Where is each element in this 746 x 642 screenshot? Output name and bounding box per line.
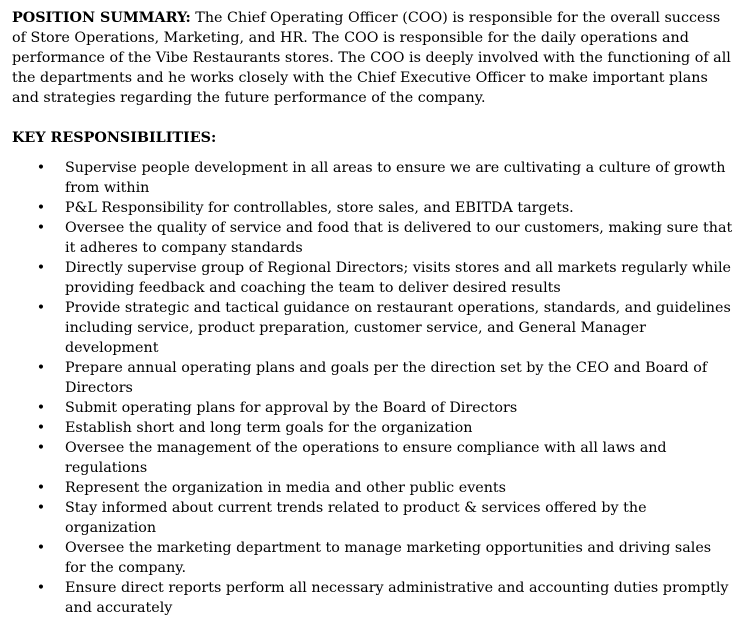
bullet-icon: •	[36, 580, 46, 596]
bullet-icon: •	[36, 160, 46, 176]
list-item	[12, 398, 734, 418]
bullet-icon: •	[36, 360, 46, 376]
bullet-icon: •	[36, 200, 46, 216]
bullet-icon: •	[36, 420, 46, 436]
list-item	[12, 218, 734, 258]
list-item-text: Provide strategic and tactical guidance on restaurant operations, standards, and guidelines including service, product preparation, customer service, and General Manager development	[65, 300, 731, 356]
list-item	[12, 358, 734, 398]
list-item-text: Establish short and long term goals for the organization	[65, 420, 473, 436]
bullet-icon: •	[36, 300, 46, 316]
list-item-text: Supervise people development in all areas to ensure we are cultivating a culture of growth from within	[65, 160, 726, 196]
list-item	[12, 158, 734, 198]
responsibilities-list	[12, 158, 734, 618]
list-item-text: Oversee the marketing department to manage marketing opportunities and driving sales for the company.	[65, 540, 712, 576]
bullet-icon: •	[36, 440, 46, 456]
position-summary-text: The Chief Operating Officer (COO) is responsible for the overall success of Store Operations, Marketing, and HR. The COO is responsible for the daily operations and performance of the Vibe Restaurants stores. The COO is deeply involved with the functioning of all the departments and he works closely with the Chief Executive Officer to make important plans and strategies regarding the future performance of the company.	[12, 10, 731, 106]
bullet-icon: •	[36, 480, 46, 496]
list-item-text: Represent the organization in media and other public events	[65, 480, 507, 496]
list-item-text: Directly supervise group of Regional Directors; visits stores and all markets regularly while providing feedback and coaching the team to deliver desired results	[65, 260, 732, 296]
position-summary-paragraph	[12, 8, 734, 108]
bullet-icon: •	[36, 220, 46, 236]
list-item	[12, 438, 734, 478]
list-item-text: Oversee the quality of service and food that is delivered to our customers, making sure that it adheres to company standards	[65, 220, 733, 256]
list-item	[12, 198, 734, 218]
bullet-icon: •	[36, 260, 46, 276]
list-item	[12, 538, 734, 578]
list-item-text: Prepare annual operating plans and goals per the direction set by the CEO and Board of Directors	[65, 360, 708, 396]
list-item-text: P&L Responsibility for controllables, store sales, and EBITDA targets.	[65, 200, 574, 216]
list-item-text: Oversee the management of the operations to ensure compliance with all laws and regulations	[65, 440, 667, 476]
list-item	[12, 418, 734, 438]
list-item-text: Ensure direct reports perform all necessary administrative and accounting duties promptly and accurately	[65, 580, 729, 616]
list-item-text: Submit operating plans for approval by the Board of Directors	[65, 400, 518, 416]
key-responsibilities-heading: KEY RESPONSIBILITIES:	[12, 130, 217, 146]
list-item	[12, 258, 734, 298]
list-item	[12, 298, 734, 358]
bullet-icon: •	[36, 400, 46, 416]
list-item-text: Stay informed about current trends related to product & services offered by the organization	[65, 500, 647, 536]
list-item	[12, 478, 734, 498]
list-item	[12, 498, 734, 538]
bullet-icon: •	[36, 540, 46, 556]
position-summary-label: POSITION SUMMARY:	[12, 10, 191, 26]
bullet-icon: •	[36, 500, 46, 516]
list-item	[12, 578, 734, 618]
